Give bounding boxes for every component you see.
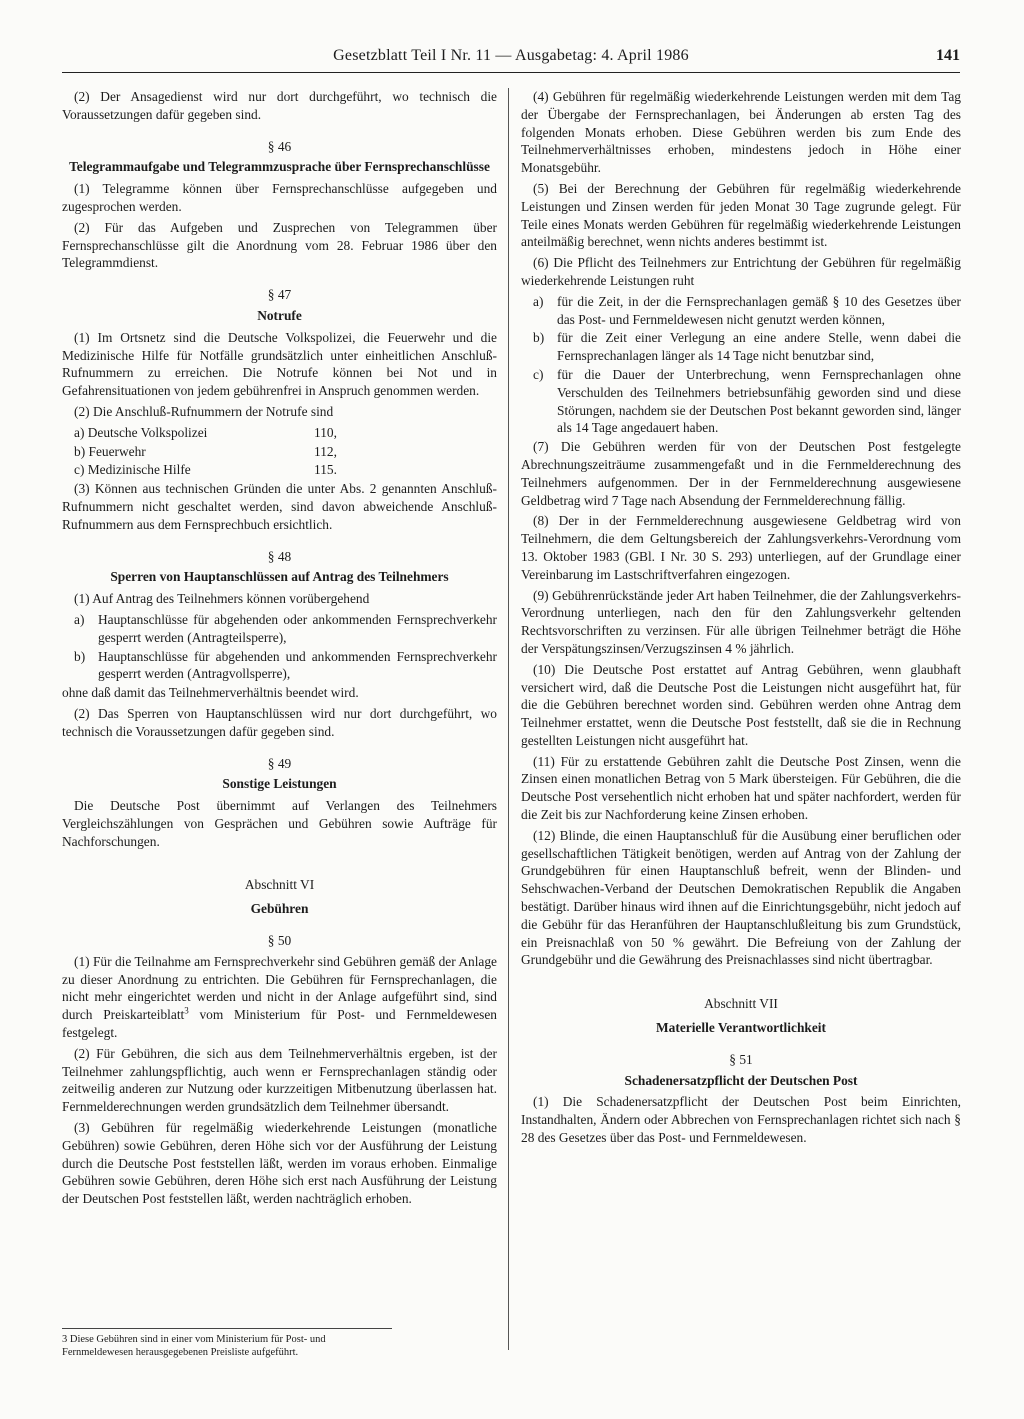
section-48-paragraph-1: (1) Auf Antrag des Teilnehmers können vorübergehend — [74, 591, 370, 607]
chapter-7-title: Materielle Verantwortlichkeit — [656, 1020, 826, 1036]
list-item-text: für die Dauer der Unterbrechung, wenn Fernsprechanlagen ohne Verschulden des Teilnehmers betriebsunfähig geworden sind und diese Störungen, nachdem sie der Deutschen Post bekannt geworden sind, länger als 14 Tage angedauert haben. — [557, 366, 961, 436]
section-49-number: § 49 — [267, 755, 292, 771]
list-item — [521, 293, 961, 329]
section-51-title: Schadenersatzpflicht der Deutschen Post — [624, 1072, 858, 1088]
section-47-paragraph-2: (2) Die Anschluß-Rufnummern der Notrufe sind — [74, 403, 334, 419]
section-47-paragraph-3: (3) Können aus technischen Gründen die unter Abs. 2 genannten Anschluß-Rufnummern nicht geschaltet werden, sind davon abweichende Anschluß-Rufnummern aus dem Fernsprechbuch ersichtlich. — [62, 481, 497, 532]
section-50-paragraph-9: (9) Gebührenrückstände jeder Art haben Teilnehmer, die der Zahlungsverkehrs-Verordnung unterliegen, nach den für den Zahlungsverkehr geltenden Rechtsvorschriften zu verzinsen. Für alle übrigen Teilnehmer beträgt die Höhe der Verspätungszinsen/Verzugszinsen 4 % jährlich. — [521, 587, 961, 656]
section-50-paragraph-5: (5) Bei der Berechnung der Gebühren für regelmäßig wiederkehrende Leistungen und Zinsen werden für jeden Monat 30 Tage zugrunde gelegt. Für Teile eines Monats werden Gebühren für regelmäßig wiederkehrende Leistungen anteilmäßig berechnet, wenn nichts anderes bestimmt ist. — [521, 180, 961, 250]
gazette-title: Gesetzblatt Teil I Nr. 11 — Ausgabetag: 4. April 1986 — [333, 47, 689, 64]
list-item-text: für die Zeit, in der die Fernsprechanlagen gemäß § 10 des Gesetzes über das Post- und Fernmeldewesen nicht genutzt werden können, — [557, 293, 961, 327]
section-49-paragraph-1: Die Deutsche Post übernimmt auf Verlangen des Teilnehmers Vergleichszählungen von Gesprächen und Gebühren sowie Aufträge für Nachforschungen. — [62, 798, 497, 849]
emergency-number: 115. — [314, 462, 337, 478]
list-item — [521, 366, 961, 437]
chapter-7-label: Abschnitt VII — [704, 996, 778, 1012]
list-item-label: b) — [533, 330, 545, 346]
column-divider — [508, 88, 509, 1350]
section-46-paragraph-1: (1) Telegramme können über Fernsprechanschlüsse aufgegeben und zugesprochen werden. — [62, 181, 497, 214]
section-46-paragraph-2: (2) Für das Aufgeben und Zusprechen von Telegrammen über Fernsprechanschlüsse gilt die Anordnung vom 28. Februar 1986 über den Telegrammdienst. — [62, 219, 497, 271]
section-51-paragraph-1: (1) Die Schadenersatzpflicht der Deutschen Post beim Einrichten, Instandhalten, Ändern oder Abbrechen von Fernsprechanlagen richtet sich nach § 28 des Gesetzes über das Post- und Fernmeldewesen. — [521, 1094, 961, 1146]
section-50-paragraph-2: (2) Für Gebühren, die sich aus dem Teilnehmerverhältnis ergeben, ist der Teilnehmer zahlungspflichtig, auch wenn er Fernsprechanlagen ständig oder zeitweilig anderen zur Nutzung oder kurzzeitigen Mitbenutzung überlassen hat. Fernmelderechnungen werden grundsätzlich dem Teilnehmer übersandt. — [62, 1045, 497, 1115]
list-item-label: a) — [74, 611, 85, 627]
list-item — [62, 648, 497, 684]
emergency-number: 110, — [314, 424, 337, 440]
footnote — [62, 1328, 392, 1359]
section-49-title: Sonstige Leistungen — [222, 776, 337, 792]
emergency-service-name: a) Deutsche Volkspolizei — [74, 424, 208, 440]
footnote-reference[interactable]: 3 — [184, 1005, 189, 1016]
section-48-paragraph-2: (2) Das Sperren von Hauptanschlüssen wird nur dort durchgeführt, wo technisch die Voraussetzungen dafür gegeben sind. — [62, 705, 497, 739]
emergency-number-row — [74, 424, 497, 442]
section-50-paragraph-1-end: vom Ministerium für Post- und Fernmeldewesen festgelegt. — [62, 1007, 497, 1041]
left-column — [62, 88, 497, 1211]
section-50-paragraph-10: (10) Die Deutsche Post erstattet auf Antrag Gebühren, wenn glaubhaft versichert wird, daß die Deutsche Post die Leistungen nicht ausgeführt hat, für die die Gebühren berechnet worden sind. Gebühren werden ohne Antrag dem Teilnehmer erstattet, wenn die Deutsche Post feststellt, daß sie die in Rechnung gestellten Leistungen nicht ausgeführt hat. — [521, 661, 961, 748]
list-item-text: Hauptanschlüsse für abgehenden und ankommenden Fernsprechverkehr gesperrt werden (Antragvollsperre), — [98, 648, 497, 682]
section-50-paragraph-3: (3) Gebühren für regelmäßig wiederkehrende Leistungen (monatliche Gebühren) sowie Gebühren, deren Höhe sich vor der Ausführung der Leistung durch die Deutsche Post feststellen läßt, werden im voraus erhoben. Einmalige Gebühren sowie Gebühren, deren Höhe sich erst nach Ausführung der Leistung der Deutschen Post feststellen läßt, werden nachträglich erhoben. — [62, 1120, 497, 1207]
list-item-label: a) — [533, 293, 544, 309]
section-50-paragraph-7: (7) Die Gebühren werden für von der Deutschen Post festgelegte Abrechnungszeiträume zusammengefaßt und in die Fernmelderechnung des Teilnehmers aufgenommen. Der in der Fernmelderechnung ausgewiesene Geldbetrag wird 7 Tage nach Absendung der Fernmelderechnung fällig. — [521, 439, 961, 508]
section-47-number: § 47 — [267, 287, 292, 303]
section-50-paragraph-1-start: (1) Für die Teilnahme am Fernsprechverkehr sind Gebühren gemäß der Anlage zu dieser Anordnung zu entrichten. Die Gebühren für Fernsprechanlagen, die nicht mehr eingerichtet werden und nicht in der Anlage aufgeführt sind, sind durch Preiskarteiblatt — [62, 953, 497, 1023]
section-50-paragraph-12: (12) Blinde, die einen Hauptanschluß für die Ausübung einer beruflichen oder gesellschaftlichen Tätigkeit benötigen, werden auf Antrag von der Zahlung der Grundgebühren für einen Hauptanschluß befreit, wenn der Blinden- und Sehschwachen-Verband der Deutschen Demokratischen Republik die Angaben bestätigt. Darüber hinaus wird ihnen auf die Einrichtungsgebühr, nicht jedoch auf die Gebühr für das Heranführen der Hauptanschlußleitung bis zum Grundstück, ein Preisnachlaß von 50 % gewährt. Die Befreiung von der Zahlung der Grundgebühr und die Gewährung des Preisnachlasses sind nicht übertragbar. — [521, 827, 961, 968]
section-51-number: § 51 — [729, 1051, 753, 1067]
list-item-text: für die Zeit einer Verlegung an eine andere Stelle, wenn dabei die Fernsprechanlagen länger als 14 Tage nicht benutzbar sind, — [557, 330, 961, 364]
emergency-number-row — [74, 443, 497, 461]
section-50-paragraph-11: (11) Für zu erstattende Gebühren zahlt die Deutsche Post Zinsen, wenn die Zinsen einen monatlichen Betrag von 5 Mark übersteigen. Für Gebühren, die die Deutsche Post versehentlich nicht erhoben hat und später nachfordert, werden für die Zeit bis zur Nachforderung keine Zinsen erhoben. — [521, 753, 961, 823]
section-50-number: § 50 — [267, 933, 292, 949]
section-50-paragraph-1 — [62, 953, 497, 1042]
emergency-service-name: c) Medizinische Hilfe — [74, 462, 191, 478]
intro-paragraph: (2) Der Ansagedienst wird nur dort durchgeführt, wo technisch die Voraussetzungen dafür gegeben sind. — [62, 89, 497, 122]
footnote-text: 3 Diese Gebühren sind in einer vom Ministerium für Post- und Fernmeldewesen herausgegebenen Preisliste aufgeführt. — [62, 1334, 326, 1358]
section-46-number: § 46 — [267, 138, 292, 154]
list-item — [62, 611, 497, 647]
section-48-title: Sperren von Hauptanschlüssen auf Antrag des Teilnehmers — [110, 569, 449, 585]
section-50-paragraph-4: (4) Gebühren für regelmäßig wiederkehrende Leistungen werden mit dem Tag der Übergabe der Fernsprechanlagen, bei Änderungen ab ersten Tag des folgenden Monats erhoben. Diese Gebühren werden bis zum Ende des Teilnehmerverhältnisses erhoben, mindestens jedoch in Höhe einer Monatsgebühr. — [521, 89, 961, 176]
emergency-number-row — [74, 461, 497, 479]
section-47-title: Notrufe — [257, 307, 302, 323]
section-50-paragraph-8: (8) Der in der Fernmelderechnung ausgewiesene Geldbetrag wird von Teilnehmern, die dem Geltungsbereich der Zahlungsverkehrs-Verordnung vom 13. Oktober 1983 (GBl. I Nr. 30 S. 293) unterliegen, auf der Grundlage einer Vereinbarung im Lastschriftverfahren eingezogen. — [521, 513, 961, 582]
page-number: 141 — [936, 47, 960, 64]
emergency-service-name: b) Feuerwehr — [74, 443, 146, 459]
section-48-continuation: ohne daß damit das Teilnehmerverhältnis beendet wird. — [62, 685, 359, 701]
list-item-text: Hauptanschlüsse für abgehenden oder ankommenden Fernsprechverkehr gesperrt werden (Antragteilsperre), — [98, 611, 497, 645]
section-47-paragraph-1: (1) Im Ortsnetz sind die Deutsche Volkspolizei, die Feuerwehr und die Medizinische Hilfe für Notfälle grundsätzlich unter einheitlichen Anschluß-Rufnummern zu erreichen. Die Notrufe können bei Not und in Gefahrensituationen von jedem gebührenfrei in Anspruch genommen werden. — [62, 329, 497, 399]
page-header — [62, 44, 960, 73]
chapter-6-label: Abschnitt VI — [244, 877, 315, 893]
chapter-6-title: Gebühren — [250, 901, 309, 917]
right-column — [521, 88, 961, 1150]
list-item-label: c) — [533, 366, 544, 382]
emergency-number: 112, — [314, 443, 337, 459]
section-48-number: § 48 — [267, 548, 292, 564]
section-46-title: Telegrammaufgabe und Telegrammzusprache über Fernsprechanschlüsse — [69, 159, 490, 175]
section-50-paragraph-6: (6) Die Pflicht des Teilnehmers zur Entrichtung der Gebühren für regelmäßig wiederkehrende Leistungen ruht — [521, 255, 961, 288]
list-item-label: b) — [74, 648, 86, 664]
list-item — [521, 329, 961, 365]
